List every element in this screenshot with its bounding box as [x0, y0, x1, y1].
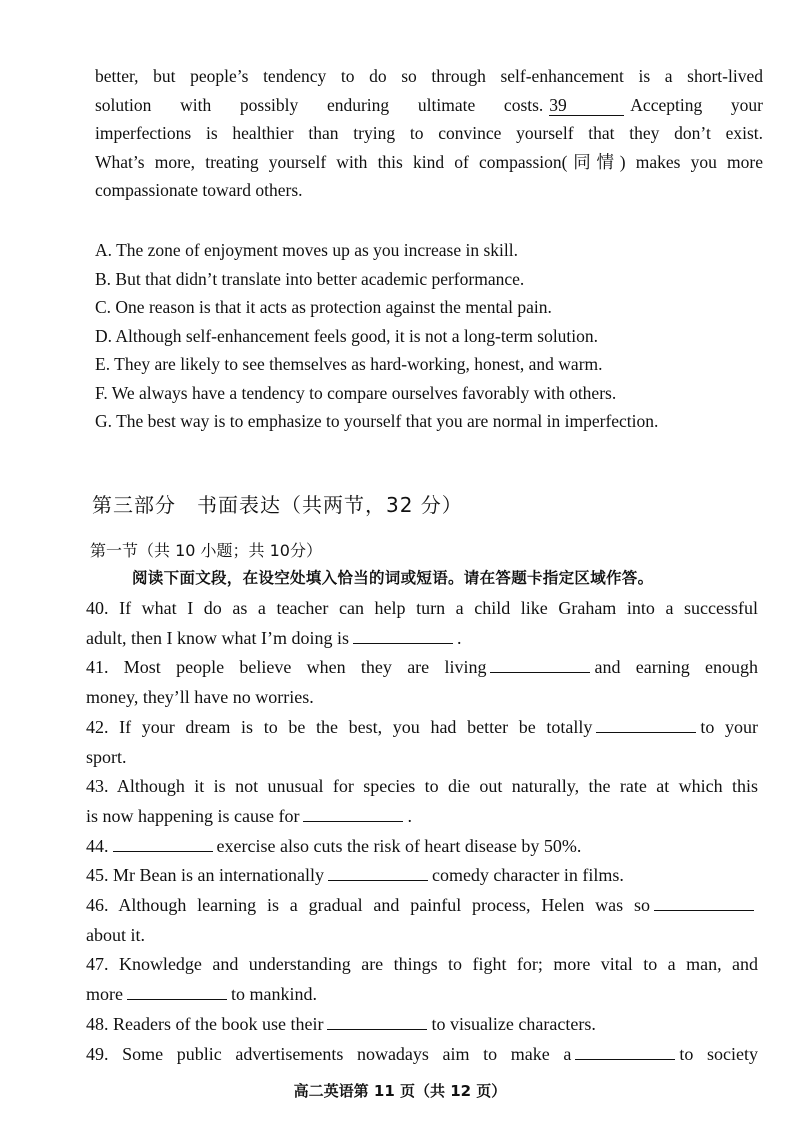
page-footer: 高二英语第 11 页（共 12 页）: [293, 1082, 507, 1100]
question-text: and earning enough: [594, 657, 759, 678]
question-text: .: [456, 627, 462, 648]
question-46-line: [86, 891, 758, 921]
answer-blank[interactable]: [113, 833, 213, 852]
question-47-line: 47. Knowledge and understanding are things to fight for; more vital to a man, and: [86, 954, 758, 975]
question-text: to visualize characters.: [431, 1013, 596, 1034]
question-40-line: 40. If what I do as a teacher can help turn a child like Graham into a successful: [86, 598, 758, 618]
question-42-line: sport.: [86, 746, 127, 767]
question-text: to society: [679, 1043, 758, 1064]
question-44-line: [86, 832, 758, 862]
question-text: 42. If your dream is to be the best, you had better be totally: [86, 716, 593, 737]
answer-options: [95, 236, 755, 436]
question-40-line: [86, 624, 758, 654]
answer-blank[interactable]: [596, 714, 696, 733]
question-list: [86, 594, 758, 1069]
question-text: 49. Some public advertisements nowadays aim to make a: [86, 1043, 572, 1064]
question-text: 45. Mr Bean is an internationally: [86, 865, 324, 886]
passage-line: What’s more, treating yourself with this kind of compassion(同情) makes you more: [95, 151, 763, 172]
question-text: comedy character in films.: [431, 865, 624, 886]
option-c: C. One reason is that it acts as protection against the mental pain.: [95, 297, 552, 317]
question-47-line: [86, 980, 758, 1010]
answer-blank[interactable]: [654, 892, 754, 911]
option-f: F. We always have a tendency to compare ourselves favorably with others.: [95, 382, 617, 403]
question-49-line: [86, 1040, 758, 1070]
question-48-line: [86, 1010, 758, 1040]
question-42-line: [86, 713, 758, 743]
passage-line: better, but people’s tendency to do so through self-enhancement is a short-lived: [95, 66, 763, 86]
question-text: to your: [700, 716, 758, 737]
passage-continuation: [95, 62, 763, 205]
option-e: E. They are likely to see themselves as hard-working, honest, and warm.: [95, 354, 603, 374]
section-subtitle: 第一节（共 10 小题；共 10分）: [90, 541, 322, 560]
question-text: 41. Most people believe when they are living: [86, 657, 487, 678]
passage-line: [95, 91, 763, 120]
question-text: is now happening is cause for: [86, 805, 300, 826]
blank-39: 39: [549, 95, 624, 116]
passage-line: imperfections is healthier than trying to convince yourself that they don’t exist.: [95, 123, 763, 143]
question-text: exercise also cuts the risk of heart disease by 50%.: [216, 835, 582, 856]
answer-blank[interactable]: [328, 862, 428, 881]
question-text: .: [407, 805, 412, 826]
answer-blank[interactable]: [575, 1041, 675, 1060]
passage-line: compassionate toward others.: [95, 180, 303, 200]
question-text: to mankind.: [230, 984, 317, 1005]
question-text: 44.: [86, 835, 109, 856]
question-text: more: [86, 984, 123, 1005]
question-text: adult, then I know what I’m doing is: [86, 627, 349, 648]
option-g: G. The best way is to emphasize to yourself that you are normal in imperfection.: [95, 411, 659, 431]
question-43-line: [86, 802, 758, 832]
question-46-line: about it.: [86, 924, 145, 945]
answer-blank[interactable]: [353, 625, 453, 644]
answer-blank[interactable]: [303, 803, 403, 822]
question-text: 48. Readers of the book use their: [86, 1013, 324, 1034]
answer-blank[interactable]: [127, 981, 227, 1000]
question-45-line: [86, 861, 758, 891]
answer-blank[interactable]: [490, 654, 590, 673]
question-41-line: money, they’ll have no worries.: [86, 687, 314, 708]
question-41-line: [86, 653, 758, 683]
question-43-line: 43. Although it is not unusual for species to die out naturally, the rate at which this: [86, 776, 758, 797]
section-title: 第三部分 书面表达（共两节，32 分）: [92, 493, 463, 517]
passage-text: solution with possibly enduring ultimate costs.: [95, 94, 544, 115]
passage-text: Accepting your: [630, 94, 763, 115]
option-b: B. But that didn’t translate into better academic performance.: [95, 268, 525, 289]
option-d: D. Although self-enhancement feels good, it is not a long-term solution.: [95, 325, 599, 346]
section-instruction: 阅读下面文段，在设空处填入恰当的词或短语。请在答题卡指定区域作答。: [132, 569, 654, 587]
question-text: 46. Although learning is a gradual and painful process, Helen was so: [86, 895, 650, 916]
answer-blank[interactable]: [327, 1011, 427, 1030]
option-a: A. The zone of enjoyment moves up as you increase in skill.: [95, 240, 518, 260]
